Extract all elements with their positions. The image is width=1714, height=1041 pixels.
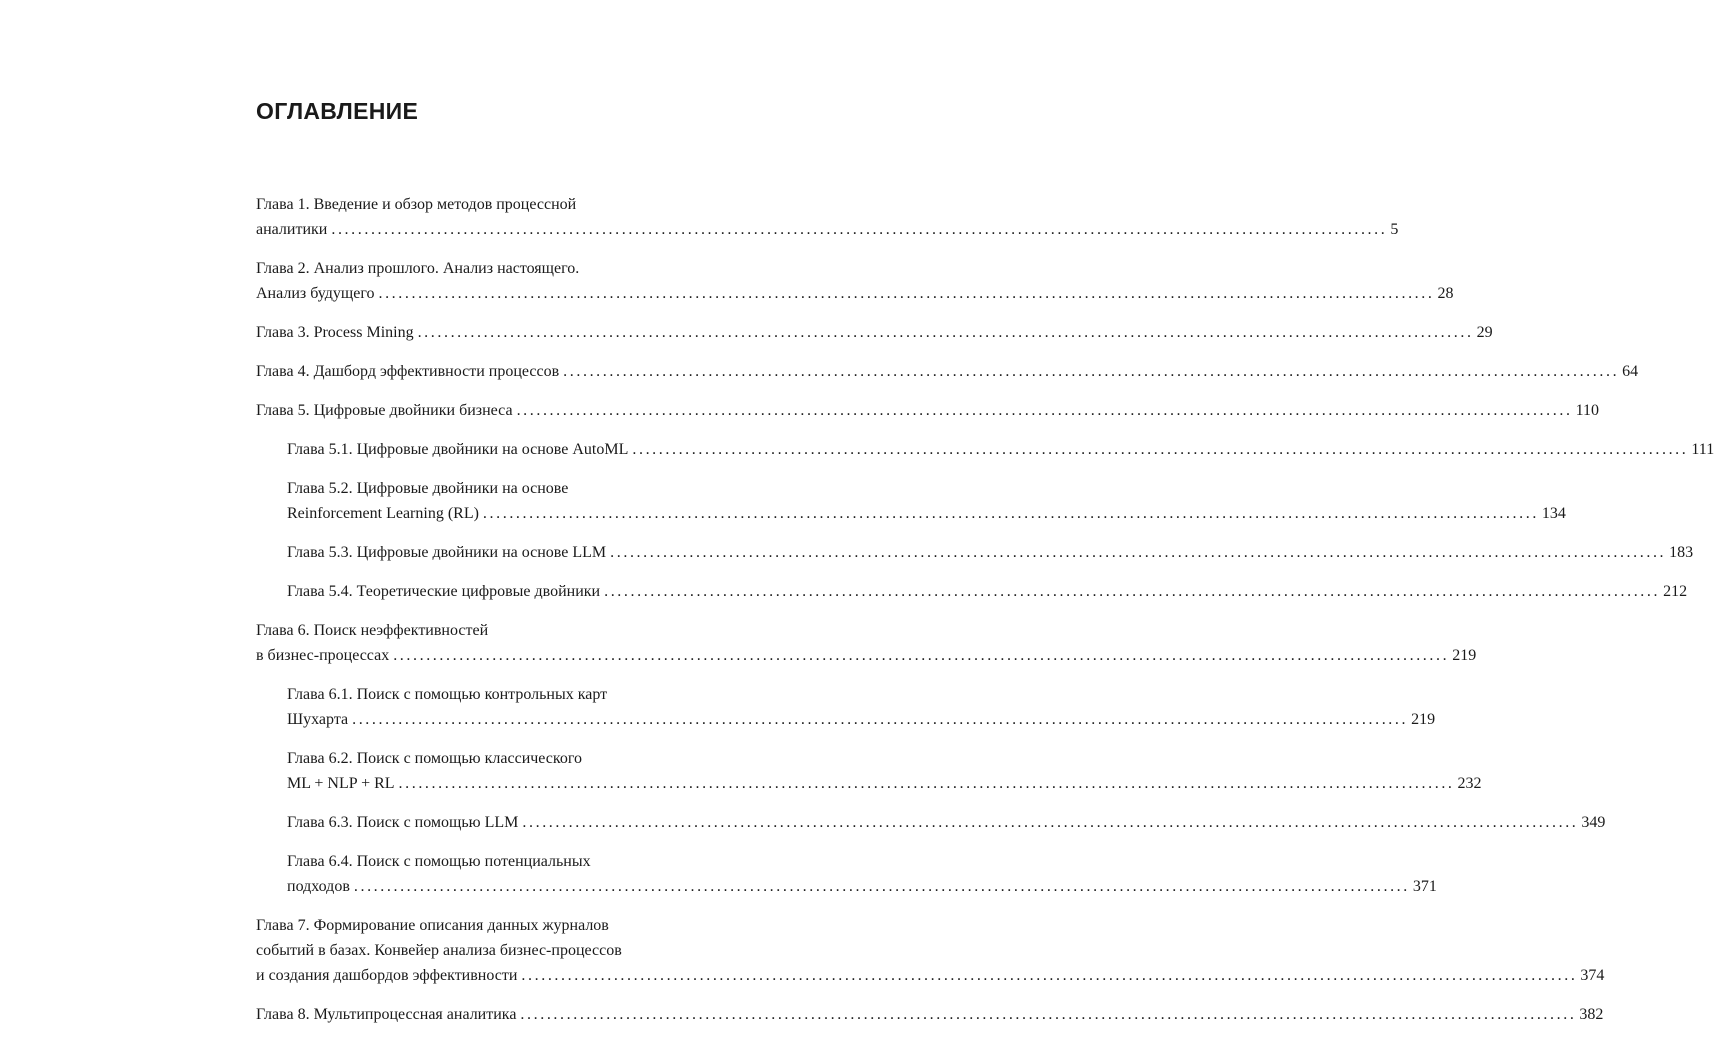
toc-entry-title-line: Глава 8. Мультипроцессная аналитика: [256, 1006, 517, 1023]
toc-entry-title-line: в бизнес-процессах: [256, 647, 390, 664]
toc-subentry: [256, 810, 1606, 835]
toc-entry-title-line: подходов: [287, 878, 350, 895]
page-number: 28: [1437, 285, 1454, 302]
dot-leader: ................................................................................................................................................................: [521, 967, 1578, 984]
toc-entry-last-line: [256, 320, 1493, 345]
toc-subentry: [256, 540, 1694, 565]
toc-entry-title-line: Глава 6. Поиск неэффективностей: [256, 622, 489, 639]
toc-entry-title-line: Шухарта: [287, 711, 349, 728]
page-number: 29: [1476, 324, 1493, 341]
dot-leader: ................................................................................................................................................................: [417, 324, 1474, 341]
page-number: 111: [1691, 441, 1714, 458]
toc-entry-last-line: [256, 1002, 1604, 1027]
dot-leader: ................................................................................................................................................................: [632, 441, 1689, 458]
toc-entry-title-line: Глава 4. Дашборд эффективности процессов: [256, 363, 560, 380]
toc-entry: [256, 1002, 1604, 1027]
toc-entry-title-line: Глава 6.2. Поиск с помощью классического: [287, 750, 583, 767]
page-number: 212: [1663, 583, 1688, 600]
page-number: 219: [1411, 711, 1436, 728]
toc-entry-title-line: Глава 1. Введение и обзор методов процессной: [256, 196, 577, 213]
toc-entry-last-line: [256, 398, 1599, 423]
toc-entry: [256, 192, 1399, 242]
toc-entry-title-line: Глава 5.4. Теоретические цифровые двойники: [287, 583, 601, 600]
page-number: 110: [1575, 402, 1599, 419]
toc-entry-title-line: Глава 2. Анализ прошлого. Анализ настоящего.: [256, 260, 580, 277]
toc-entry-last-line: [287, 707, 1436, 732]
page-number: 232: [1457, 775, 1482, 792]
toc-entry-title-line: Глава 3. Process Mining: [256, 324, 414, 341]
toc-entry: [256, 913, 1605, 988]
toc-entry-last-line: [287, 540, 1694, 565]
toc-entry-last-line: [256, 217, 1399, 242]
page-number: 64: [1622, 363, 1639, 380]
page-number: 5: [1390, 221, 1399, 238]
dot-leader: ................................................................................................................................................................: [331, 221, 1388, 238]
page-number: 349: [1581, 814, 1606, 831]
dot-leader: ................................................................................................................................................................: [482, 505, 1539, 522]
page-number: 219: [1452, 647, 1477, 664]
dot-leader: ................................................................................................................................................................: [352, 711, 1409, 728]
toc-subentry: [256, 476, 1566, 526]
dot-leader: ................................................................................................................................................................: [520, 1006, 1577, 1023]
toc-entry-title-line: Анализ будущего: [256, 285, 375, 302]
toc-entry: [256, 320, 1493, 345]
toc-entry-last-line: [287, 874, 1437, 899]
toc-entry: [256, 618, 1477, 668]
toc-entry-last-line: [256, 963, 1605, 988]
toc-entry-last-line: [287, 810, 1606, 835]
toc-entry-last-line: [287, 771, 1482, 796]
toc-heading: ОГЛАВЛЕНИЕ: [256, 98, 419, 124]
toc-entry-title-line: и создания дашбордов эффективности: [256, 967, 518, 984]
dot-leader: ................................................................................................................................................................: [604, 583, 1661, 600]
table-of-contents: [256, 192, 1714, 1041]
page-number: 371: [1412, 878, 1437, 895]
toc-entry-last-line: [287, 437, 1714, 462]
toc-entry-title-line: Глава 5.3. Цифровые двойники на основе LLM: [287, 544, 607, 561]
dot-leader: ................................................................................................................................................................: [393, 647, 1450, 664]
dot-leader: ................................................................................................................................................................: [378, 285, 1435, 302]
toc-subentry: [256, 682, 1436, 732]
toc-entry-title-line: ML + NLP + RL: [287, 775, 395, 792]
toc-entry-last-line: [256, 643, 1477, 668]
dot-leader: ................................................................................................................................................................: [522, 814, 1579, 831]
page-number: 374: [1580, 967, 1605, 984]
page-number: 183: [1669, 544, 1694, 561]
toc-entry: [256, 398, 1599, 423]
toc-entry-title-line: Глава 6.1. Поиск с помощью контрольных карт: [287, 686, 608, 703]
dot-leader: ................................................................................................................................................................: [516, 402, 1573, 419]
toc-entry-last-line: [256, 359, 1639, 384]
toc-entry-title-line: Глава 6.4. Поиск с помощью потенциальных: [287, 853, 591, 870]
toc-entry-last-line: [287, 501, 1566, 526]
toc-entry: [256, 359, 1639, 384]
dot-leader: ................................................................................................................................................................: [353, 878, 1410, 895]
toc-entry-title-line: Reinforcement Learning (RL): [287, 505, 479, 522]
page-number: 134: [1541, 505, 1566, 522]
toc-entry-title-line: аналитики: [256, 221, 328, 238]
toc-subentry: [256, 579, 1688, 604]
toc-entry-last-line: [287, 579, 1688, 604]
toc-entry-last-line: [256, 281, 1454, 306]
dot-leader: ................................................................................................................................................................: [610, 544, 1667, 561]
toc-entry: [256, 256, 1454, 306]
toc-subentry: [256, 437, 1714, 462]
toc-entry-title-line: Глава 7. Формирование описания данных журналов: [256, 917, 609, 934]
dot-leader: ................................................................................................................................................................: [398, 775, 1455, 792]
page-number: 382: [1579, 1006, 1604, 1023]
toc-entry-title-line: Глава 5. Цифровые двойники бизнеса: [256, 402, 513, 419]
toc-entry-title-line: Глава 6.3. Поиск с помощью LLM: [287, 814, 519, 831]
toc-entry-title-line: Глава 5.1. Цифровые двойники на основе AutoML: [287, 441, 629, 458]
dot-leader: ................................................................................................................................................................: [563, 363, 1620, 380]
toc-entry-title-line: Глава 5.2. Цифровые двойники на основе: [287, 480, 569, 497]
toc-entry-title-line: событий в базах. Конвейер анализа бизнес-процессов: [256, 942, 622, 959]
toc-subentry: [256, 746, 1482, 796]
toc-subentry: [256, 849, 1437, 899]
